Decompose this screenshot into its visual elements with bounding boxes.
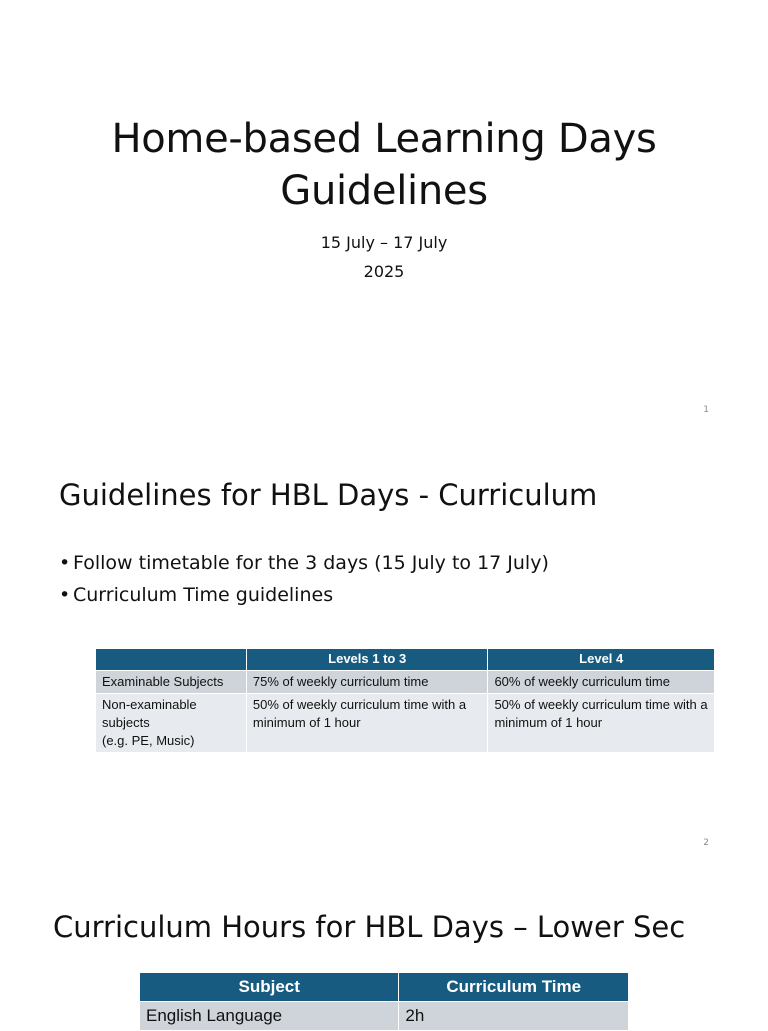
table-header-row xyxy=(96,649,715,671)
table-row xyxy=(140,1002,629,1031)
bullet-list xyxy=(59,547,549,611)
table-row xyxy=(96,694,715,753)
bullet-item: • Follow timetable for the 3 days (15 July to 17 July) xyxy=(59,547,549,579)
table-row xyxy=(96,671,715,694)
curriculum-hours-table xyxy=(139,972,629,1031)
subject-cell xyxy=(96,694,247,753)
slide-3 xyxy=(0,866,768,1024)
page-number-1: 1 xyxy=(703,405,709,415)
slide-1-title xyxy=(0,113,768,217)
subject-cell: English Language xyxy=(140,1002,399,1031)
header-cell-subject: Subject xyxy=(140,973,399,1002)
slide-3-title: Curriculum Hours for HBL Days – Lower Sec xyxy=(53,910,686,944)
title-line-2: Guidelines xyxy=(280,168,488,214)
slide-2-title: Guidelines for HBL Days - Curriculum xyxy=(59,478,598,512)
header-cell-level-4: Level 4 xyxy=(488,649,715,671)
title-line-1: Home-based Learning Days xyxy=(111,116,657,162)
header-cell-levels-1-3: Levels 1 to 3 xyxy=(246,649,488,671)
level-4-cell: 50% of weekly curriculum time with a minimum of 1 hour xyxy=(488,694,715,753)
year: 2025 xyxy=(363,262,405,281)
levels-1-3-cell: 50% of weekly curriculum time with a minimum of 1 hour xyxy=(246,694,488,753)
level-4-cell: 60% of weekly curriculum time xyxy=(488,671,715,694)
slide-2 xyxy=(0,433,768,866)
bullet-item: • Curriculum Time guidelines xyxy=(59,579,549,611)
slide-1-subtitle xyxy=(0,228,768,286)
header-cell-curriculum-time: Curriculum Time xyxy=(399,973,629,1002)
header-cell-empty xyxy=(96,649,247,671)
page-number-2: 2 xyxy=(703,838,709,848)
subject-name: Non-examinable subjects xyxy=(102,697,197,730)
table-header-row xyxy=(140,973,629,1002)
levels-1-3-cell: 75% of weekly curriculum time xyxy=(246,671,488,694)
slide-1 xyxy=(0,0,768,433)
date-range: 15 July – 17 July xyxy=(320,233,448,252)
curriculum-time-cell: 2h xyxy=(399,1002,629,1031)
subject-note: (e.g. PE, Music) xyxy=(102,733,195,748)
subject-cell: Examinable Subjects xyxy=(96,671,247,694)
curriculum-time-table xyxy=(95,648,715,753)
